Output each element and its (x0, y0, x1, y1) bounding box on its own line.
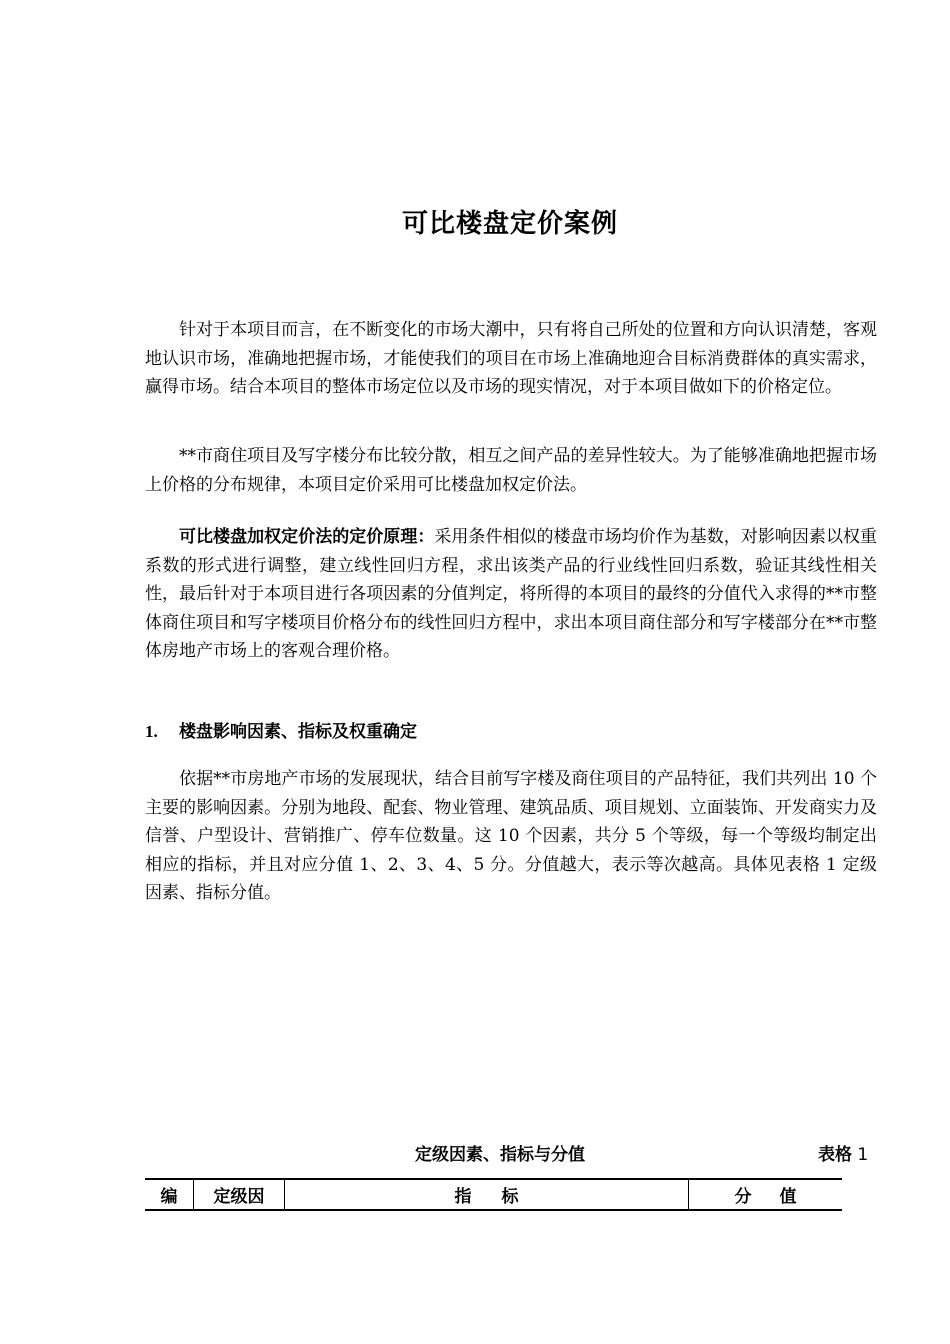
section-number: 1. (145, 722, 158, 741)
table-label (818, 1140, 868, 1165)
section-heading (145, 717, 417, 742)
principle-lead: 可比楼盘加权定价法的定价原理： (179, 527, 435, 547)
paragraph-principle (145, 523, 877, 666)
table-label-number: 1 (857, 1145, 869, 1165)
table-header-factor: 定级因 (194, 1180, 285, 1209)
principle-text: 采用条件相似的楼盘市场均价作为基数，对影响因素以权重系数的形式进行调整，建立线性回归方程，求出该类产品的行业线性回归系数，验证其线性相关性，最后针对于本项目进行各项因素的分值判定，将所得的本项目的最终的分值代入求得的**市整体商住项目和写字楼项目价格分布的线性回归方程中，求出本项目商住部分和写字楼部分在**市整体房地产市场上的客观合理价格。 (145, 527, 877, 661)
paragraph-factors: 依据**市房地产市场的发展现状，结合目前写字楼及商住项目的产品特征，我们共列出 10 个主要的影响因素。分别为地段、配套、物业管理、建筑品质、项目规划、立面装饰、开发商实力及信誉、户型设计、营销推广、停车位数量。这 10 个因素，共分 5 个等级，每一个等级均制定出相应的指标，并且对应分值 1、2、3、4、5 分。分值越大，表示等次越高。具体见表格 1 定级因素、指标分值。 (145, 769, 877, 903)
table-caption: 定级因素、指标与分值 (415, 1145, 585, 1165)
section-title: 楼盘影响因素、指标及权重确定 (179, 722, 417, 742)
table-label-text: 表格 (818, 1145, 852, 1165)
document-title: 可比楼盘定价案例 (401, 209, 618, 239)
paragraph-intro: 针对于本项目而言，在不断变化的市场大潮中，只有将自己所处的位置和方向认识清楚，客观地认识市场，准确地把握市场，才能使我们的项目在市场上准确地迎合目标消费群体的真实需求，赢得市场。结合本项目的整体市场定位以及市场的现实情况，对于本项目做如下的价格定位。 (145, 320, 877, 397)
table-header-score: 分值 (734, 1187, 825, 1207)
table-header-row (145, 1180, 842, 1209)
table-header-number: 编 (145, 1180, 194, 1209)
table-header-indicator: 指标 (285, 1180, 689, 1209)
table-header-rule (145, 1209, 842, 1211)
paragraph-market: **市商住项目及写字楼分布比较分散，相互之间产品的差异性较大。为了能够准确地把握市场上价格的分布规律，本项目定价采用可比楼盘加权定价法。 (145, 446, 877, 495)
